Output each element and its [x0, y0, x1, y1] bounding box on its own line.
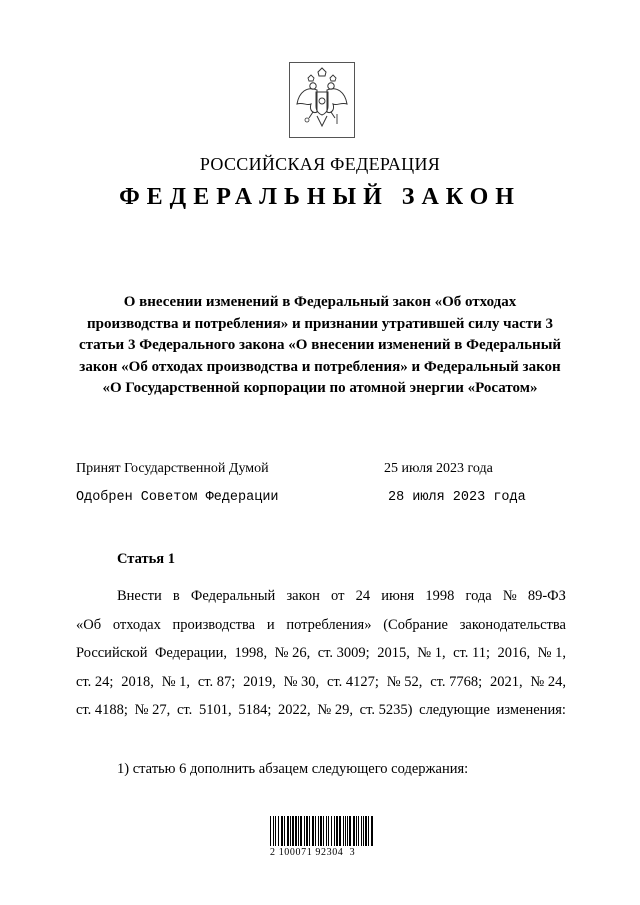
barcode-bar [273, 816, 274, 846]
article-word: 2015, [377, 645, 410, 661]
barcode-bar [278, 816, 279, 846]
article-heading: Статья 1 [117, 551, 175, 567]
barcode-bar [361, 816, 362, 846]
barcode-bar [292, 816, 294, 846]
article-word: «Об [76, 616, 102, 633]
article-word: № 1, [537, 645, 566, 661]
article-word: № 52, [386, 673, 423, 690]
article-word: 2019, [243, 673, 276, 690]
article-word: 1998 [425, 588, 455, 604]
barcode-bar [365, 816, 367, 846]
article-word: ст. 7768; [430, 673, 483, 690]
barcode-bar [306, 816, 308, 846]
article-word: (Собрание [383, 616, 448, 633]
barcode-bar [353, 816, 355, 846]
barcode-image [268, 812, 376, 868]
barcode-bar [347, 816, 348, 846]
article-word: и [266, 616, 275, 633]
article-word: Федеральный [190, 588, 276, 604]
article-word: 24 [355, 588, 371, 604]
barcode-bar [318, 816, 319, 846]
article-word: ст. 24; [76, 673, 114, 690]
article-word: 2018, [121, 673, 154, 690]
article-body-line [76, 611, 566, 640]
article-body-line [76, 696, 566, 725]
article-word: законодательства [459, 616, 566, 633]
article-word: Российской [76, 645, 148, 661]
article-word: № 29, [317, 702, 353, 718]
article-word: № [502, 588, 517, 604]
barcode-bar [309, 816, 310, 846]
article-word: ст. 5235) [359, 702, 413, 718]
barcode-bar [368, 816, 369, 846]
barcode-bar [281, 816, 283, 846]
duma-adoption-label: Принят Государственной Думой [76, 461, 269, 476]
article-word: Внести [117, 588, 162, 604]
article-word: закон [286, 588, 320, 604]
article-word: 2016, [497, 645, 531, 661]
barcode-number: 2 100071 92304 3 [270, 847, 356, 858]
barcode-bar [343, 816, 344, 846]
barcode-bar [315, 816, 316, 846]
law-title-line: закон «Об отходах производства и потребления» и Федеральный закон [79, 358, 561, 375]
barcode-bar [371, 816, 373, 846]
article-word: следующие [419, 702, 490, 718]
duma-adoption-date: 25 июля 2023 года [384, 461, 493, 476]
barcode-bar [358, 816, 359, 846]
law-title-line: производства и потребления» и признании утратившей силу части 3 [87, 315, 553, 332]
article-word: 1998, [234, 645, 268, 661]
barcode-bar [290, 816, 291, 846]
article-word: ст. 11; [453, 645, 491, 661]
article-word: ст. 87; [197, 673, 236, 690]
barcode-bar [356, 816, 357, 846]
article-word: производства [172, 616, 256, 633]
barcode-bar [363, 816, 364, 846]
article-body [76, 582, 566, 725]
council-approval-date: 28 июля 2023 года [388, 490, 526, 505]
article-word: изменения: [496, 702, 566, 718]
article-word: потребления» [286, 616, 372, 633]
barcode-bar [339, 816, 341, 846]
barcode-bar [345, 816, 346, 846]
article-word: от [331, 588, 345, 604]
barcode-bar [331, 816, 332, 846]
article-word: № 1, [161, 673, 191, 690]
article-word: отходах [112, 616, 161, 633]
barcode-bar [334, 816, 335, 846]
article-word: ст. 4127; [327, 673, 379, 690]
article-word: № 1, [417, 645, 446, 661]
law-title-line: О внесении изменений в Федеральный закон «Об отходах [123, 294, 517, 310]
article-word: ст. [176, 702, 193, 718]
article-word: 2022, [278, 702, 311, 718]
article-body-line [76, 639, 566, 668]
law-title [70, 292, 570, 400]
barcode-bar [295, 816, 297, 846]
law-title-line: статьи 3 Федерального закона «О внесении изменений в Федеральный [78, 337, 562, 353]
barcode-bar [323, 816, 324, 846]
article-word: № 30, [283, 673, 320, 690]
barcode-bar [336, 816, 338, 846]
article-word: ст. 4188; [76, 702, 128, 718]
article-word: 89-ФЗ [527, 588, 566, 604]
article-word: 2021, [489, 673, 523, 690]
article-word: года [465, 588, 492, 604]
law-title-line: «О Государственной корпорации по атомной энергии «Росатом» [102, 380, 538, 396]
article-word: в [172, 588, 180, 604]
article-word: Федерации, [154, 645, 228, 661]
article-word: № 24, [530, 673, 566, 690]
barcode-bar [284, 816, 285, 846]
duma-adoption-row [76, 461, 516, 477]
article-word: июня [381, 588, 415, 604]
article-body-line [76, 668, 566, 697]
barcode-bar [298, 816, 299, 846]
barcode-bar [349, 816, 351, 846]
article-word: № 26, [274, 645, 311, 661]
country-name: РОССИЙСКАЯ ФЕДЕРАЦИЯ [199, 154, 441, 174]
barcode-bar [320, 816, 322, 846]
barcode-bar [312, 816, 314, 846]
barcode-bar [328, 816, 329, 846]
article-item-1: 1) статью 6 дополнить абзацем следующего содержания: [117, 761, 469, 777]
barcode-bar [300, 816, 302, 846]
document-type-heading: ФЕДЕРАЛЬНЫЙ ЗАКОН [119, 184, 521, 210]
council-approval-row [76, 490, 526, 505]
article-word: № 27, [134, 702, 171, 718]
barcode-bar [287, 816, 289, 846]
article-word: ст. 3009; [317, 645, 370, 661]
barcode-bar [270, 816, 271, 846]
barcode-bar [304, 816, 305, 846]
coat-of-arms-emblem [289, 62, 355, 138]
barcode-bar [275, 816, 276, 846]
article-word: 5101, [198, 702, 232, 718]
article-word: 5184; [238, 702, 272, 718]
council-approval-label: Одобрен Советом Федерации [76, 490, 279, 505]
barcode-bar [326, 816, 327, 846]
article-body-line [76, 582, 566, 611]
